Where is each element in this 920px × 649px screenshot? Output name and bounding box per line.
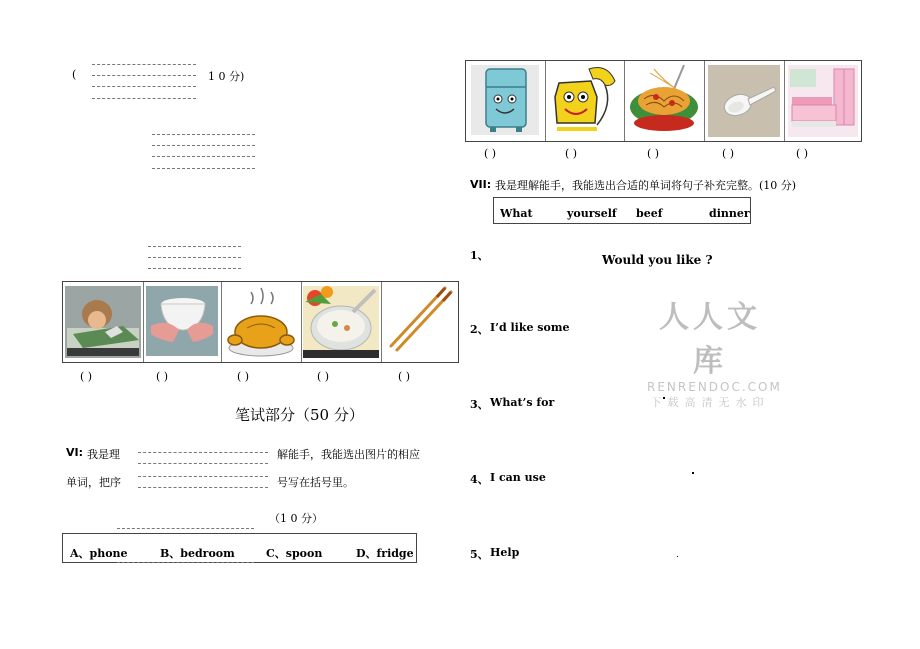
right-picture-strip [465,60,862,142]
section-vii-label: VII: [470,178,492,191]
dashed-line [148,246,241,247]
score-label: 1 0 分) [208,70,245,83]
dashed-line [92,86,196,87]
question-text: Would you like ? [602,253,713,267]
left-picture-strip [62,281,459,363]
question-number: 3、 [470,398,489,411]
answer-paren[interactable]: ( ) [156,370,169,383]
option-b: B、bedroom [160,547,235,560]
section-vi-score: （1 0 分） [269,512,323,525]
dashed-line [152,134,255,135]
roast-chicken-picture [221,282,302,362]
word-bank-item: What [500,207,533,220]
word-bank-box [493,197,751,224]
section-vi-text: 单词，把序 [66,476,121,489]
answer-paren[interactable]: ( ) [317,370,330,383]
dashed-line [138,463,268,464]
watermark-sub-text: RENRENDOC.COM [647,380,782,394]
section-vi-text: 解能手，我能选出图片的相应 [277,448,420,461]
answer-paren[interactable]: ( ) [565,147,578,160]
question-number: 1、 [470,249,489,262]
question-number: 5、 [470,548,489,561]
watermark-slogan: 下载高清无水印 [650,396,770,409]
option-a: A、phone [70,547,128,560]
soup-bowl-picture [301,282,382,362]
dashed-line [138,487,268,488]
dashed-line [92,98,196,99]
spoon-picture [704,61,785,141]
question-number: 4、 [470,473,489,486]
answer-paren[interactable]: ( ) [80,370,93,383]
question-number: 2、 [470,323,489,336]
open-paren: ( [72,68,77,81]
dashed-line [138,476,268,477]
word-bank-item: dinner [709,207,750,220]
dashed-line [138,452,268,453]
option-c: C、spoon [266,547,323,560]
dashed-line [117,528,254,529]
chopsticks-picture [381,282,458,362]
watermark-main-text: 人人文库 [659,300,761,379]
answer-paren[interactable]: ( ) [722,147,735,160]
dashed-line [92,75,196,76]
fridge-picture [466,61,546,141]
dashed-line [152,156,255,157]
dot-mark [677,556,678,557]
dot-mark [692,472,694,474]
answer-paren[interactable]: ( ) [484,147,497,160]
answer-paren[interactable]: ( ) [398,370,411,383]
section-vi-text: 号写在括号里。 [277,476,354,489]
watermark-logo [647,292,782,410]
section-vi-label: VI: [66,446,84,459]
dashed-line [117,562,254,563]
bedroom-picture [784,61,861,141]
dashed-line [148,268,241,269]
word-bank-item: beef [636,207,663,220]
dashed-line [148,257,241,258]
word-bank-item: yourself [567,207,617,220]
telephone-picture [545,61,625,141]
question-text: Help [490,546,520,559]
question-text: I’d like some [490,321,570,334]
person-in-bed-picture [63,282,144,362]
answer-paren[interactable]: ( ) [647,147,660,160]
bowl-picture [143,282,222,362]
written-section-title: 笔试部分（50 分） [235,406,364,424]
noodles-picture [624,61,705,141]
section-vii-instruction: 我是理解能手，我能选出合适的单词将句子补充完整。(10 分) [495,179,797,192]
answer-paren[interactable]: ( ) [796,147,809,160]
section-vi-text: 我是理 [87,448,120,461]
answer-paren[interactable]: ( ) [237,370,250,383]
dashed-line [152,168,255,169]
option-d: D、fridge [356,547,414,560]
dashed-line [152,145,255,146]
word-options-box [62,533,417,563]
question-text: I can use [490,471,546,484]
dashed-line [92,64,196,65]
question-text: What’s for [490,396,555,409]
